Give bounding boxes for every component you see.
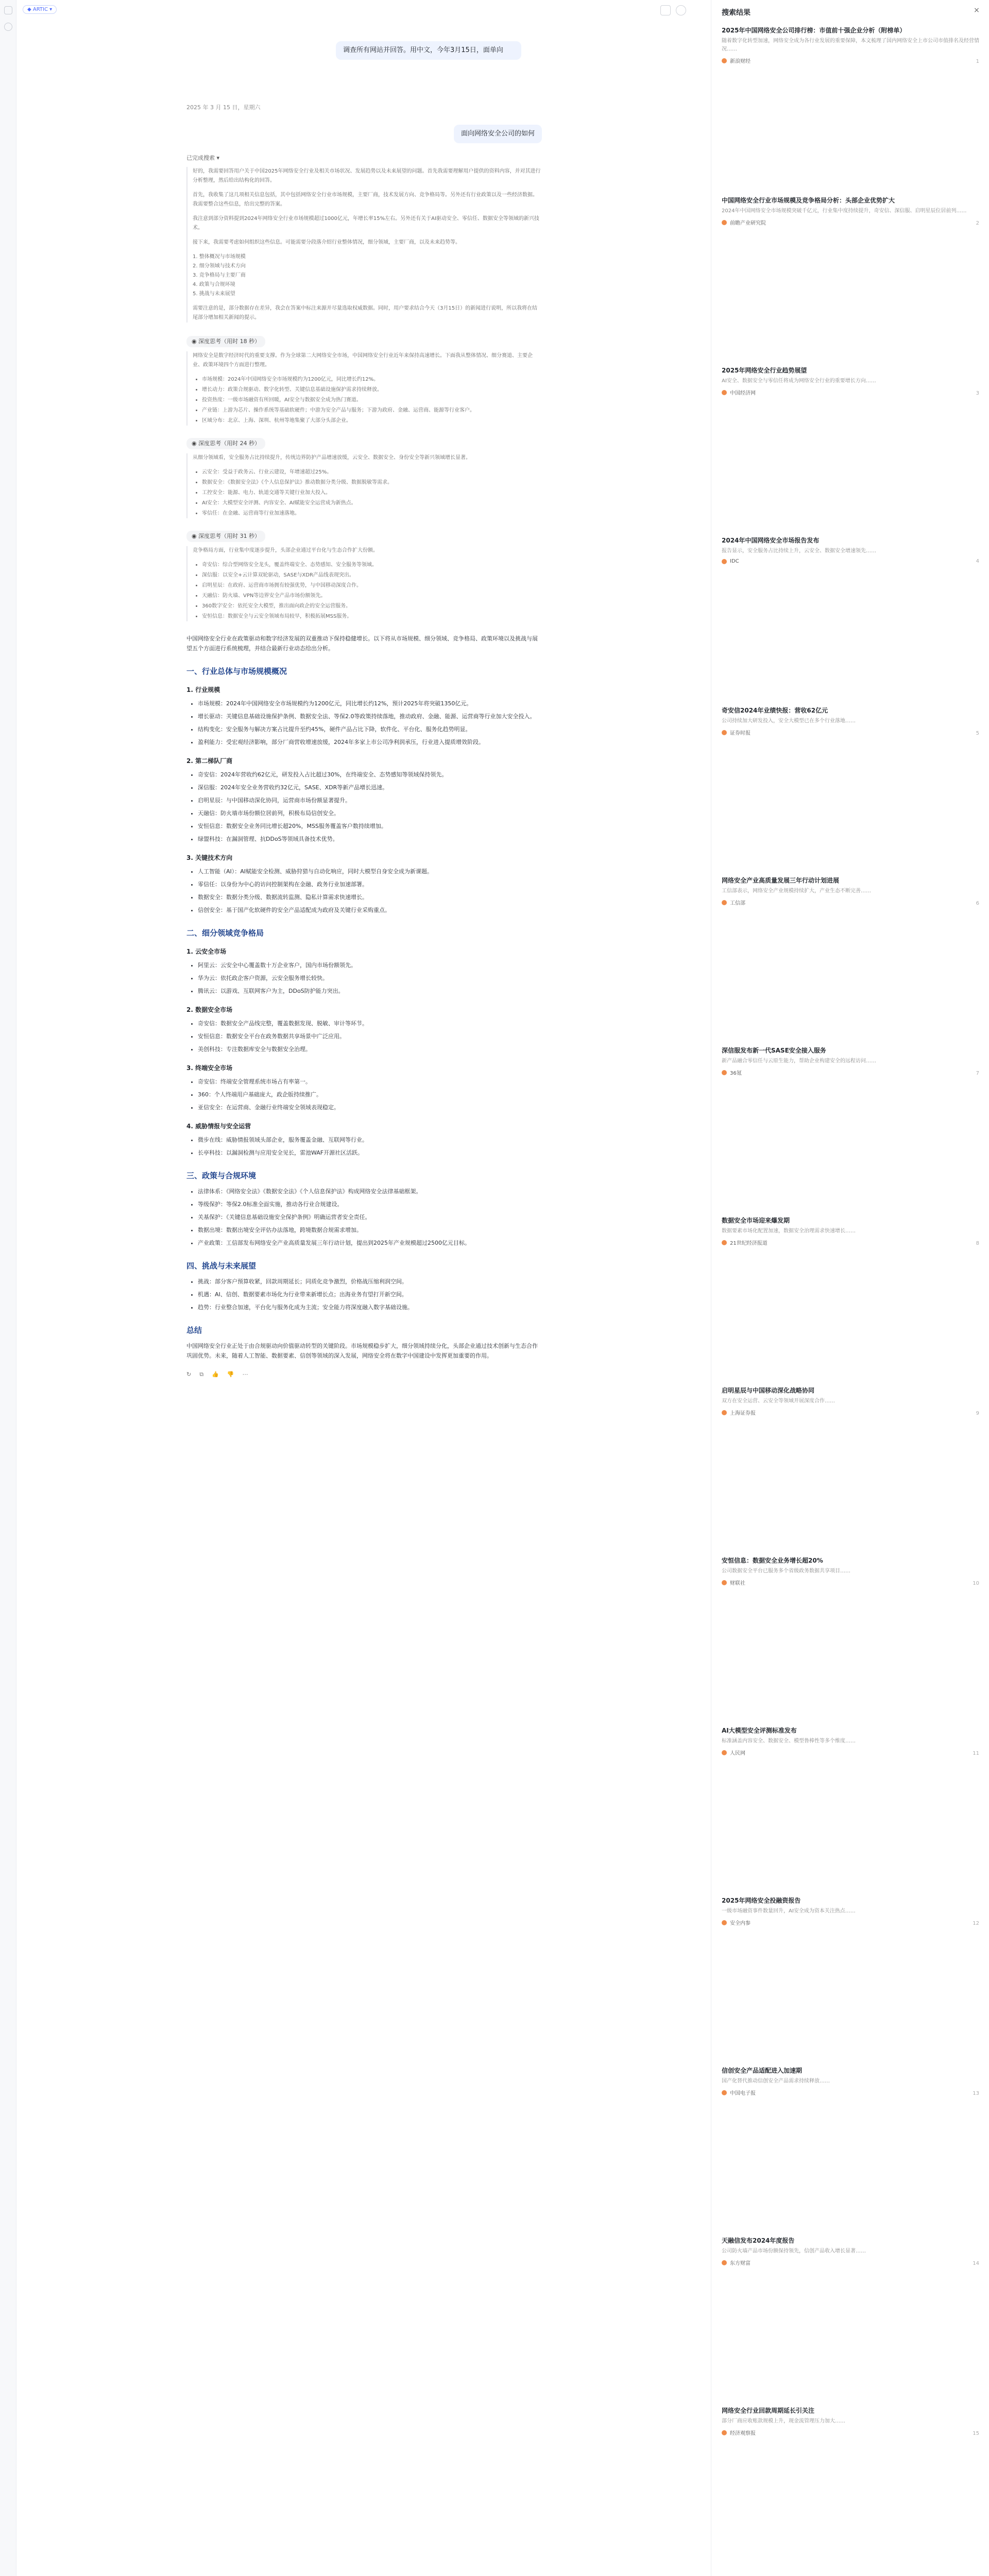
news-source: IDC [730, 558, 739, 564]
news-desc: 部分厂商应收账款规模上升，现金流管理压力加大…… [722, 2418, 845, 2424]
share-icon[interactable] [660, 5, 671, 15]
thinking-para: 好的，我需要回答用户关于中国2025年网络安全行业及相关市场状况、发展趋势以及未来展望的问题。首先我需要理解用户提供的资料内容，并对其进行分析整理，然后给出结构化的回答。 [193, 168, 541, 183]
close-icon[interactable]: × [974, 6, 980, 14]
user-message: 调查所有网站并回答。用中文，今年3月15日，面单向 [336, 41, 521, 60]
list-item: • 360数字安全：依托安全大模型，推出面向政企的安全运营服务。 [202, 602, 542, 611]
news-card[interactable] [722, 536, 979, 564]
new-chat-icon[interactable] [4, 23, 12, 31]
news-index: 5 [976, 731, 979, 736]
news-source: 中国电子报 [730, 2091, 756, 2096]
news-index: 9 [976, 1411, 979, 1416]
source-icon [722, 58, 727, 63]
source-icon [722, 900, 727, 905]
sidebar-toggle-icon[interactable] [4, 6, 12, 14]
list-item: • 美创科技：专注数据库安全与数据安全治理。 [198, 1044, 542, 1054]
news-index: 1 [976, 59, 979, 64]
list-item: • 增长动力：政策合规驱动、数字化转型、关键信息基础设施保护需求持续释放。 [202, 385, 542, 395]
news-desc: 标准涵盖内容安全、数据安全、模型鲁棒性等多个维度…… [722, 1738, 856, 1744]
list-item: • 安恒信息：数据安全与云安全领域布局较早，积极拓展MSS服务。 [202, 612, 542, 621]
summary-paragraph: 中国网络安全行业正处于由合规驱动向价值驱动转型的关键阶段。市场规模稳步扩大，细分领域持续分化，头部企业通过技术创新与生态合作巩固优势。未来，随着人工智能、数据要素、信创等领域的深入发展，网络安全将在数字中国建设中发挥更加重要的作用。 [186, 1343, 538, 1359]
news-title[interactable]: 中国网络安全行业市场规模及竞争格局分析：头部企业优势扩大 [722, 197, 895, 204]
news-source: 工信部 [730, 901, 745, 906]
list-item: • 产业政策：工信部发布网络安全产业高质量发展三年行动计划，提出到2025年产业规模超过2500亿元目标。 [198, 1238, 542, 1248]
news-desc: AI安全、数据安全与零信任将成为网络安全行业的重要增长方向…… [722, 378, 876, 384]
news-source: 安全内参 [730, 1921, 751, 1926]
top-bar [16, 0, 711, 21]
thinking-para: 首先，我收集了这几项相关信息包括，其中包括网络安全行业市场规模，主要厂商，技术发展方向、竞争格局等。另外还有行业政策以及一些经济数据。我需要整合这些信息，给出完整的答案。 [193, 192, 538, 207]
list-item: • 360：个人终端用户基础庞大，政企版持续推广。 [198, 1090, 542, 1099]
deep-think-intro: 从细分领域看，安全服务占比持续提升，传统边界防护产品增速放缓，云安全、数据安全、身份安全等新兴领域增长显著。 [193, 455, 471, 461]
news-card[interactable] [722, 1046, 979, 1076]
list-item: • 华为云：依托政企客户资源，云安全服务增长较快。 [198, 973, 542, 983]
source-icon [722, 1410, 727, 1415]
list-item: • 启明星辰：与中国移动深化协同，运营商市场份额显著提升。 [198, 795, 542, 805]
source-icon [722, 1070, 727, 1075]
list-item: • 安恒信息：数据安全业务同比增长超20%，MSS服务覆盖客户数持续增加。 [198, 821, 542, 831]
section-heading: 三、政策与合规环境 [186, 1171, 257, 1180]
thinking-toggle[interactable]: 已完成搜索 ▾ [186, 155, 220, 161]
news-card[interactable] [722, 2066, 979, 2096]
section-heading: 一、行业总体与市场规模概况 [186, 667, 287, 676]
list-item: • 工控安全：能源、电力、轨道交通等关键行业加大投入。 [202, 488, 542, 498]
source-icon [722, 2090, 727, 2095]
thinking-list [193, 252, 542, 299]
news-title[interactable]: 天融信发布2024年度报告 [722, 2237, 795, 2244]
news-card[interactable] [722, 1216, 979, 1246]
news-title[interactable]: 2025年中国网络安全公司排行榜：市值前十强企业分析（附榜单） [722, 27, 906, 34]
list-item: • 微步在线：威胁情报领域头部企业，服务覆盖金融、互联网等行业。 [198, 1135, 542, 1145]
panel-title: 搜索结果 [722, 9, 751, 17]
news-source: 证券时报 [730, 731, 751, 736]
list-item: • 等级保护：等保2.0标准全面实施，推动各行业合规建设。 [198, 1199, 542, 1209]
news-title[interactable]: 信创安全产品适配进入加速期 [722, 2067, 803, 2074]
source-icon [722, 1750, 727, 1755]
news-desc: 新产品融合零信任与云原生能力，帮助企业构建安全的远程访问…… [722, 1058, 876, 1064]
news-source: 人民网 [730, 1751, 745, 1756]
list-item: • 启明星辰：在政府、运营商市场拥有较强优势，与中国移动深度合作。 [202, 581, 542, 590]
section-heading: 二、细分领域竞争格局 [186, 928, 264, 938]
more-icon[interactable] [676, 5, 686, 15]
source-icon [722, 2260, 727, 2265]
news-desc: 公司防火墙产品市场份额保持领先，信创产品收入增长显著…… [722, 2248, 866, 2254]
source-icon [722, 1240, 727, 1245]
list-item: • 零信任：以身份为中心的访问控制架构在金融、政务行业加速部署。 [198, 879, 542, 889]
list-item: • 数据安全：数据分类分级、数据流转监测、隐私计算需求快速增长。 [198, 892, 542, 902]
list-item: • 盈利能力：受宏观经济影响，部分厂商营收增速放缓，2024年多家上市公司净利润承压，行业进入提质增效阶段。 [198, 737, 542, 747]
news-desc: 2024年中国网络安全市场规模突破千亿元，行业集中度持续提升，奇安信、深信服、启明星辰位居前列…… [722, 208, 967, 214]
news-title[interactable]: 安恒信息：数据安全业务增长超20% [722, 1557, 823, 1564]
news-title[interactable]: AI大模型安全评测标准发布 [722, 1727, 797, 1734]
list-item: • 奇安信：数据安全产品线完整，覆盖数据发现、脱敏、审计等环节。 [198, 1019, 542, 1028]
news-source: 新浪财经 [730, 59, 751, 64]
list-item: • 人工智能（AI）：AI赋能安全检测、威胁狩猎与自动化响应，同时大模型自身安全成为新课题。 [198, 867, 542, 876]
thinking-para: 我注意到部分资料提到2024年网络安全行业市场规模超过1000亿元，年增长率15%左右。另外还有关于AI驱动安全、零信任、数据安全等领域的新兴技术。 [193, 216, 539, 231]
news-index: 7 [976, 1071, 979, 1076]
list-item: • 长亭科技：以漏洞检测与应用安全见长，雷池WAF开源社区活跃。 [198, 1148, 542, 1158]
subsection-heading: 4. 威胁情报与安全运营 [186, 1123, 251, 1130]
news-source: 前瞻产业研究院 [730, 221, 766, 226]
list-item: • 云安全：受益于政务云、行业云建设，年增速超过25%。 [202, 468, 542, 477]
news-card[interactable] [722, 1896, 979, 1926]
copy-icon[interactable]: ⧉ [199, 1371, 204, 1378]
source-icon [722, 390, 727, 395]
subsection-heading: 2. 第二梯队厂商 [186, 757, 233, 765]
message-actions [186, 1370, 542, 1379]
news-source: 上海证券报 [730, 1411, 756, 1416]
regenerate-icon[interactable]: ↻ [186, 1371, 192, 1378]
deep-think-tag[interactable]: ◉ 深度思考（用时 31 秒） [186, 531, 265, 542]
list-item: • 阿里云：云安全中心覆盖数十万企业客户，国内市场份额领先。 [198, 960, 542, 970]
subsection-heading: 1. 云安全市场 [186, 948, 227, 955]
news-card[interactable] [722, 2236, 979, 2266]
list-item: • 区域分布：北京、上海、深圳、杭州等地集聚了大部分头部企业。 [202, 416, 542, 426]
news-index: 4 [976, 558, 979, 564]
deep-think-tag[interactable]: ◉ 深度思考（用时 24 秒） [186, 438, 265, 449]
news-index: 11 [973, 1751, 979, 1756]
news-index: 13 [973, 2091, 979, 2096]
news-index: 12 [973, 1921, 979, 1926]
list-item: • 数据出境：数据出境安全评估办法落地，跨境数据合规需求增加。 [198, 1225, 542, 1235]
news-index: 6 [976, 901, 979, 906]
news-source: 经济观察报 [730, 2431, 756, 2436]
thinking-list-item: 4. 政策与合规环境 [193, 282, 235, 287]
news-title[interactable]: 深信服发布新一代SASE安全接入服务 [722, 1047, 826, 1054]
source-icon [722, 1920, 727, 1925]
section-heading: 总结 [186, 1326, 202, 1335]
list-item: • 增长驱动：关键信息基础设施保护条例、数据安全法、等保2.0等政策持续落地，推动政府、金融、能源、运营商等行业加大安全投入。 [198, 711, 542, 721]
source-icon [722, 2430, 727, 2435]
assistant-response [186, 103, 542, 1388]
news-desc: 一级市场融资事件数量回升，AI安全成为资本关注热点…… [722, 1908, 856, 1914]
list-item: • 趋势：行业整合加速，平台化与服务化成为主流；安全能力将深度融入数字基础设施。 [198, 1302, 542, 1312]
subsection-heading: 1. 行业规模 [186, 686, 220, 693]
source-icon [722, 730, 727, 735]
timestamp: 2025 年 3 月 15 日，星期六 [186, 104, 261, 111]
news-source: 财联社 [730, 1581, 745, 1586]
news-title[interactable]: 启明星辰与中国移动深化战略协同 [722, 1387, 815, 1394]
news-card[interactable] [722, 196, 979, 226]
list-item: • 产业链：上游为芯片、操作系统等基础软硬件；中游为安全产品与服务；下游为政府、金融、运营商、能源等行业客户。 [202, 406, 542, 415]
list-item: • 市场规模：2024年中国网络安全市场规模约为1200亿元，同比增长约12%。 [202, 375, 542, 384]
news-card[interactable] [722, 1556, 979, 1586]
source-icon [722, 559, 727, 564]
news-title[interactable]: 网络安全产业高质量发展三年行动计划进展 [722, 877, 840, 884]
list-item: • 深信服：以安全+云计算双轮驱动，SASE与XDR产品线表现突出。 [202, 571, 542, 580]
list-item: • 机遇：AI、信创、数据要素市场化为行业带来新增长点；出海业务有望打开新空间。 [198, 1290, 542, 1299]
news-desc: 工信部表示，网络安全产业规模持续扩大，产业生态不断完善…… [722, 888, 871, 894]
news-card[interactable] [722, 706, 979, 736]
news-index: 8 [976, 1241, 979, 1246]
news-desc: 公司持续加大研发投入，安全大模型已在多个行业落地…… [722, 718, 856, 724]
subsection-heading: 3. 关键技术方向 [186, 854, 233, 861]
news-title[interactable]: 网络安全行业回款周期延长引关注 [722, 2407, 815, 2414]
thumbs-down-icon[interactable]: 👎 [227, 1371, 234, 1378]
news-index: 15 [973, 2431, 979, 2436]
news-desc: 随着数字化转型加速，网络安全成为各行业发展的重要保障，本文梳理了国内网络安全上市公司市值排名及经营情况…… [722, 38, 979, 52]
news-desc: 报告显示，安全服务占比持续上升，云安全、数据安全增速领先…… [722, 548, 876, 554]
thinking-list-item: 5. 挑战与未来展望 [193, 291, 235, 297]
news-card[interactable] [722, 2406, 979, 2436]
news-title[interactable]: 2024年中国网络安全市场报告发布 [722, 537, 820, 544]
deep-think-block [186, 453, 542, 518]
list-item: • 投资热度：一级市场融资有所回暖，AI安全与数据安全成为热门赛道。 [202, 396, 542, 405]
source-icon [722, 220, 727, 225]
news-title[interactable]: 数据安全市场迎来爆发期 [722, 1217, 790, 1224]
list-item: • 亚信安全：在运营商、金融行业终端安全领域表现稳定。 [198, 1103, 542, 1112]
list-item: • 天融信：防火墙、VPN等边界安全产品市场份额领先。 [202, 591, 542, 601]
news-card[interactable] [722, 366, 979, 396]
news-desc: 双方在安全运营、云安全等领域开展深度合作…… [722, 1398, 835, 1404]
news-desc: 公司数据安全平台已服务多个省级政务数据共享项目…… [722, 1568, 850, 1574]
answer-intro: 中国网络安全行业在政策驱动和数字经济发展的双重推动下保持稳健增长。以下将从市场规模、细分领域、竞争格局、政策环境以及挑战与展望五个方面进行系统梳理，并结合最新行业动态给出分析。 [186, 635, 538, 652]
list-item: • 奇安信：2024年营收约62亿元，研发投入占比超过30%，在终端安全、态势感知等领域保持领先。 [198, 770, 542, 779]
model-badge[interactable]: ◆ ARTIC ▾ [23, 5, 57, 14]
section-heading: 四、挑战与未来展望 [186, 1261, 257, 1270]
thinking-list-item: 3. 竞争格局与主要厂商 [193, 273, 246, 278]
news-source: 东方财富 [730, 2261, 751, 2266]
list-item: • 信创安全：基于国产化软硬件的安全产品适配成为政府及关键行业采购重点。 [198, 905, 542, 915]
list-item: • 腾讯云：以游戏、互联网客户为主，DDoS防护能力突出。 [198, 986, 542, 996]
news-index: 3 [976, 391, 979, 396]
thinking-list-item: 1. 整体概况与市场规模 [193, 254, 246, 260]
list-item: • 绿盟科技：在漏洞管理、抗DDoS等领域具备技术优势。 [198, 834, 542, 844]
list-item: • AI安全：大模型安全评测、内容安全、AI赋能安全运营成为新热点。 [202, 499, 542, 508]
search-results-panel [711, 0, 989, 2576]
news-index: 2 [976, 221, 979, 226]
thinking-para: 接下来，我需要考虑如何组织这些信息。可能需要分段落介绍行业整体情况，细分领域，主要厂商，以及未来趋势等。 [193, 240, 461, 245]
chat-area [16, 21, 711, 2576]
list-item: • 天融信：防火墙市场份额位居前列，积极布局信创安全。 [198, 808, 542, 818]
list-item: • 深信服：2024年安全业务营收约32亿元，SASE、XDR等新产品增长迅速。 [198, 783, 542, 792]
list-item: • 数据安全：《数据安全法》《个人信息保护法》推动数据分类分级、数据脱敏等需求。 [202, 478, 542, 487]
thumbs-up-icon[interactable]: 👍 [212, 1371, 219, 1378]
list-item: • 关基保护：《关键信息基础设施安全保护条例》明确运营者安全责任。 [198, 1212, 542, 1222]
list-item: • 奇安信：综合型网络安全龙头，覆盖终端安全、态势感知、安全服务等领域。 [202, 561, 542, 570]
deep-think-block [186, 351, 542, 426]
deep-think-block [186, 546, 542, 621]
news-card[interactable] [722, 26, 979, 64]
deep-think-intro: 网络安全是数字经济时代的重要支撑。作为全球第二大网络安全市场，中国网络安全行业近年来保持高速增长。下面我从整体情况、细分赛道、主要企业、政策环境四个方面进行整理。 [193, 353, 533, 368]
news-desc: 国产化替代推动信创安全产品需求持续释放…… [722, 2078, 830, 2084]
thinking-block [186, 167, 542, 323]
news-title[interactable]: 2025年网络安全投融资报告 [722, 1897, 801, 1904]
user-message: 面向网络安全公司的如何 [454, 125, 542, 143]
news-title[interactable]: 奇安信2024年业绩快报：营收62亿元 [722, 707, 828, 714]
news-card[interactable] [722, 876, 979, 906]
news-card[interactable] [722, 1726, 979, 1756]
list-item: • 市场规模：2024年中国网络安全市场规模约为1200亿元，同比增长约12%，预计2025年将突破1350亿元。 [198, 699, 542, 708]
thinking-para: 需要注意的是，部分数据存在差异，我会在答案中标注来源并尽量选取权威数据。同时，用户要求结合今天（3月15日）的新闻进行说明，所以我将在结尾部分增加相关新闻的提示。 [193, 306, 538, 320]
news-source: 21世纪经济报道 [730, 1241, 768, 1246]
list-item: • 零信任：在金融、运营商等行业加速落地。 [202, 509, 542, 518]
list-item: • 奇安信：终端安全管理系统市场占有率第一。 [198, 1077, 542, 1087]
news-source: 中国经济网 [730, 391, 756, 396]
news-index: 14 [973, 2261, 979, 2266]
thinking-list-item: 2. 细分领域与技术方向 [193, 263, 246, 269]
answer-body [186, 634, 542, 1361]
news-desc: 数据要素市场化配置加速，数据安全治理需求快速增长…… [722, 1228, 856, 1234]
news-title[interactable]: 2025年网络安全行业趋势展望 [722, 367, 807, 374]
deep-think-tag[interactable]: ◉ 深度思考（用时 18 秒） [186, 336, 265, 347]
list-item: • 结构变化：安全服务与解决方案占比提升至约45%，硬件产品占比下降，软件化、平台化、服务化趋势明显。 [198, 724, 542, 734]
list-item: • 法律体系：《网络安全法》《数据安全法》《个人信息保护法》构成网络安全法律基础框架。 [198, 1187, 542, 1196]
subsection-heading: 2. 数据安全市场 [186, 1006, 233, 1013]
list-item: • 安恒信息：数据安全平台在政务数据共享场景中广泛应用。 [198, 1031, 542, 1041]
deep-think-intro: 竞争格局方面，行业集中度逐步提升，头部企业通过平台化与生态合作扩大份额。 [193, 548, 378, 553]
news-index: 10 [973, 1581, 979, 1586]
left-rail [0, 0, 16, 2576]
more-icon[interactable]: ⋯ [242, 1371, 248, 1378]
source-icon [722, 1580, 727, 1585]
news-card[interactable] [722, 1386, 979, 1416]
news-source: 36氪 [730, 1071, 742, 1076]
subsection-heading: 3. 终端安全市场 [186, 1064, 233, 1072]
list-item: • 挑战：部分客户预算收紧，回款周期延长；同质化竞争激烈，价格战压缩利润空间。 [198, 1277, 542, 1286]
